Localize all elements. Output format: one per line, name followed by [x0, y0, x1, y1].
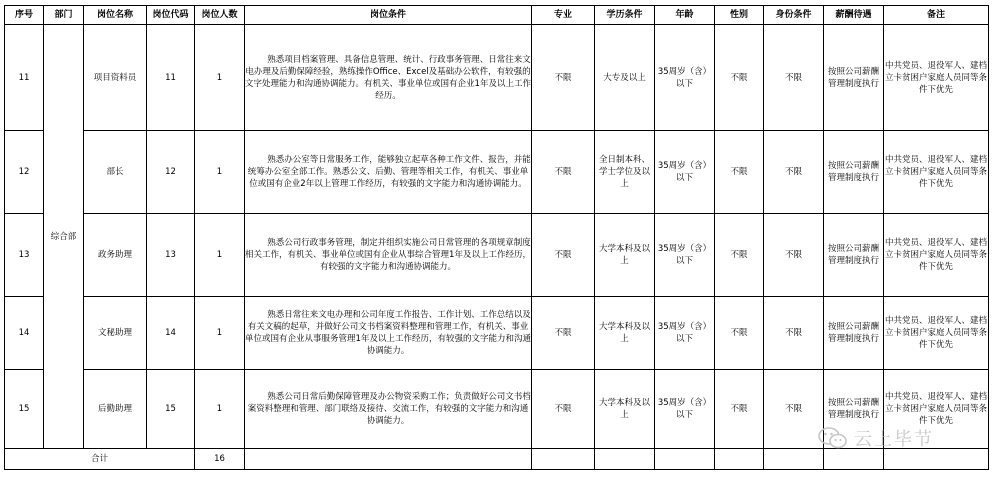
cell-gender: 不限 — [715, 214, 764, 297]
cell-education: 大学本科及以上 — [595, 370, 655, 449]
cell-department: 综合部 — [44, 25, 84, 449]
cell-no: 15 — [5, 370, 44, 449]
total-count: 16 — [195, 449, 245, 470]
cell-pay: 按照公司薪酬管理制度执行 — [824, 214, 884, 297]
cell-headcount: 1 — [195, 131, 245, 214]
cell-gender: 不限 — [715, 25, 764, 131]
total-empty — [655, 449, 715, 470]
cell-identity: 不限 — [764, 25, 824, 131]
cell-pay: 按照公司薪酬管理制度执行 — [824, 297, 884, 370]
cell-age: 35周岁（含）以下 — [655, 370, 715, 449]
cell-headcount: 1 — [195, 297, 245, 370]
table-row — [5, 25, 989, 131]
cell-headcount: 1 — [195, 25, 245, 131]
header-no: 序号 — [5, 6, 44, 25]
header-remark: 备注 — [884, 6, 989, 25]
cell-remark: 中共党员、退役军人、建档立卡贫困户家庭人员同等条件下优先 — [884, 25, 989, 131]
cell-no: 13 — [5, 214, 44, 297]
header-row — [5, 6, 989, 25]
table-row — [5, 214, 989, 297]
cell-position-name: 项目资料员 — [84, 25, 147, 131]
cell-major: 不限 — [532, 131, 595, 214]
cell-age: 35周岁（含）以下 — [655, 25, 715, 131]
header-pay: 薪酬待遇 — [824, 6, 884, 25]
cell-gender: 不限 — [715, 297, 764, 370]
cell-identity: 不限 — [764, 297, 824, 370]
cell-no: 12 — [5, 131, 44, 214]
cell-gender: 不限 — [715, 131, 764, 214]
header-major: 专业 — [532, 6, 595, 25]
cell-headcount: 1 — [195, 370, 245, 449]
cell-remark: 中共党员、退役军人、建档立卡贫困户家庭人员同等条件下优先 — [884, 297, 989, 370]
cell-major: 不限 — [532, 214, 595, 297]
header-education: 学历条件 — [595, 6, 655, 25]
cell-major: 不限 — [532, 25, 595, 131]
cell-education: 大学本科及以上 — [595, 297, 655, 370]
cell-position-name: 政务助理 — [84, 214, 147, 297]
cell-condition: 熟悉日常往来文电办理和公司年度工作报告、工作计划、工作总结以及有关文稿的起草，并做好公司文书档案资料整理和管理工作，有机关、事业单位或国有企业从事服务管理1年及以上工作经历，有较强的文字能力和沟通协调能力。 — [245, 297, 532, 370]
table-row — [5, 297, 989, 370]
cell-age: 35周岁（含）以下 — [655, 131, 715, 214]
cell-position-code: 15 — [147, 370, 195, 449]
cell-position-name: 部长 — [84, 131, 147, 214]
header-headcount: 岗位人数 — [195, 6, 245, 25]
cell-no: 14 — [5, 297, 44, 370]
cell-pay: 按照公司薪酬管理制度执行 — [824, 131, 884, 214]
total-row — [5, 449, 989, 470]
cell-remark: 中共党员、退役军人、建档立卡贫困户家庭人员同等条件下优先 — [884, 370, 989, 449]
cell-pay: 按照公司薪酬管理制度执行 — [824, 370, 884, 449]
cell-education: 大专及以上 — [595, 25, 655, 131]
total-empty — [532, 449, 595, 470]
cell-age: 35周岁（含）以下 — [655, 297, 715, 370]
cell-education: 大学本科及以上 — [595, 214, 655, 297]
cell-condition: 熟悉办公室等日常服务工作，能够独立起草各种工作文件、报告，并能统筹办公室全部工作。熟悉公文、后勤、管理等相关工作，有机关、事业单位或国有企业2年以上管理工作经历，有较强的文字能力和沟通协调能力。 — [245, 131, 532, 214]
total-label: 合计 — [5, 449, 195, 470]
watermark — [818, 425, 968, 451]
cell-position-code: 13 — [147, 214, 195, 297]
header-gender: 性别 — [715, 6, 764, 25]
cell-position-name: 文秘助理 — [84, 297, 147, 370]
cell-pay: 按照公司薪酬管理制度执行 — [824, 25, 884, 131]
cell-headcount: 1 — [195, 214, 245, 297]
cell-position-code: 11 — [147, 25, 195, 131]
watermark-text: 云上毕节 — [854, 429, 934, 450]
cell-position-name: 后勤助理 — [84, 370, 147, 449]
cell-position-code: 14 — [147, 297, 195, 370]
cell-education: 全日制本科、学士学位及以上 — [595, 131, 655, 214]
total-empty — [824, 449, 884, 470]
cell-major: 不限 — [532, 297, 595, 370]
cell-condition: 熟悉项目档案管理、具备信息管理、统计、行政事务管理、日常往来文电办理及后勤保障经验，熟练操作Office、Excel及基础办公软件，有较强的文字处理能力和沟通协调能力。有机关、事业单位或国有企业1年及以上工作经历。 — [245, 25, 532, 131]
cell-condition: 熟悉公司行政事务管理，制定并组织实施公司日常管理的各项规章制度相关工作，有机关、事业单位或国有企业从事综合管理1年及以上工作经历，有较强的文字能力和沟通协调能力。 — [245, 214, 532, 297]
cell-identity: 不限 — [764, 370, 824, 449]
total-empty — [764, 449, 824, 470]
header-condition: 岗位条件 — [245, 6, 532, 25]
total-empty — [245, 449, 532, 470]
cell-identity: 不限 — [764, 214, 824, 297]
cell-gender: 不限 — [715, 370, 764, 449]
cell-remark: 中共党员、退役军人、建档立卡贫困户家庭人员同等条件下优先 — [884, 131, 989, 214]
total-empty — [715, 449, 764, 470]
cell-position-code: 12 — [147, 131, 195, 214]
total-empty — [884, 449, 989, 470]
header-position-name: 岗位名称 — [84, 6, 147, 25]
cell-remark: 中共党员、退役军人、建档立卡贫困户家庭人员同等条件下优先 — [884, 214, 989, 297]
header-position-code: 岗位代码 — [147, 6, 195, 25]
total-empty — [595, 449, 655, 470]
cell-identity: 不限 — [764, 131, 824, 214]
job-table — [4, 5, 989, 470]
cell-condition: 熟悉公司日常后勤保障管理及办公物资采购工作；负责做好公司文书档案资料整理和管理、部门联络及接待、交流工作，有较强的文字能力和沟通协调能力。 — [245, 370, 532, 449]
header-department: 部门 — [44, 6, 84, 25]
table-row — [5, 131, 989, 214]
header-age: 年龄 — [655, 6, 715, 25]
cell-no: 11 — [5, 25, 44, 131]
cell-age: 35周岁（含）以下 — [655, 214, 715, 297]
cell-major: 不限 — [532, 370, 595, 449]
header-identity: 身份条件 — [764, 6, 824, 25]
wechat-icon — [818, 426, 848, 450]
